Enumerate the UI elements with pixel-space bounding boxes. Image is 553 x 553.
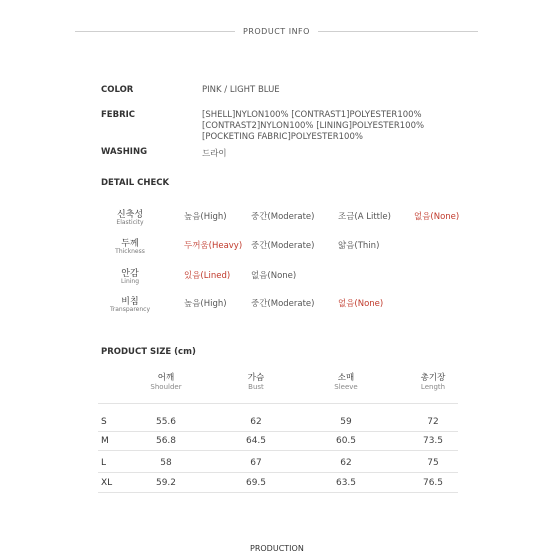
- detail-row-sublabel: Thickness: [115, 248, 145, 255]
- size-header: 가슴: [247, 373, 265, 383]
- size-header: 총기장: [420, 373, 446, 383]
- size-row-label: L: [101, 458, 107, 468]
- size-header-sublabel: Length: [420, 383, 446, 391]
- size-cell: 55.6: [155, 417, 177, 427]
- detail-row-sublabel: Lining: [120, 278, 140, 285]
- detail-check-title: DETAIL CHECK: [101, 178, 170, 188]
- page-title: PRODUCT INFO: [243, 27, 310, 36]
- fabric-label: FEBRIC: [101, 110, 136, 120]
- detail-option: 중간(Moderate): [251, 299, 315, 309]
- detail-row-label: 안감: [121, 269, 139, 279]
- detail-option: 높음(High): [184, 212, 227, 222]
- detail-row-label: 비침: [121, 297, 139, 307]
- detail-row-label: 신축성: [116, 210, 144, 220]
- detail-option-selected: 없음(None): [338, 299, 384, 309]
- size-cell: 76.5: [422, 478, 444, 488]
- color-value: PINK / LIGHT BLUE: [202, 85, 280, 95]
- washing-value: 드라이: [202, 149, 227, 159]
- header-rule-right: [318, 31, 478, 32]
- detail-option: 높음(High): [184, 299, 227, 309]
- color-label: COLOR: [101, 85, 134, 95]
- detail-option-selected: 두꺼움(Heavy): [184, 241, 243, 251]
- size-title: PRODUCT SIZE (cm): [101, 347, 196, 357]
- size-row-label: S: [101, 417, 107, 427]
- size-cell: 62: [250, 417, 262, 427]
- detail-row-sublabel: Elasticity: [116, 219, 144, 226]
- detail-option: 중간(Moderate): [251, 212, 315, 222]
- size-cell: 60.5: [335, 436, 357, 446]
- detail-option: 얇음(Thin): [338, 241, 380, 251]
- size-cell: 63.5: [335, 478, 357, 488]
- size-row-label: M: [101, 436, 109, 446]
- detail-option-selected: 있음(Lined): [184, 271, 231, 281]
- size-cell: 59: [340, 417, 352, 427]
- fabric-line-1: [SHELL]NYLON100% [CONTRAST1]POLYESTER100%: [202, 110, 422, 120]
- size-table-divider: [98, 431, 458, 432]
- size-cell: 75: [427, 458, 439, 468]
- size-table-divider: [98, 403, 458, 404]
- size-table-divider: [98, 472, 458, 473]
- size-cell: 62: [340, 458, 352, 468]
- washing-label: WASHING: [101, 147, 148, 157]
- size-cell: 67: [250, 458, 262, 468]
- footer-title: PRODUCTION: [250, 544, 304, 553]
- detail-option-selected: 없음(None): [414, 212, 460, 222]
- size-cell: 72: [427, 417, 439, 427]
- detail-option: 중간(Moderate): [251, 241, 315, 251]
- size-cell: 73.5: [422, 436, 444, 446]
- size-cell: 69.5: [245, 478, 267, 488]
- size-header: 어깨: [157, 373, 175, 383]
- size-table-divider: [98, 492, 458, 493]
- size-header-sublabel: Shoulder: [150, 383, 182, 391]
- fabric-line-3: [POCKETING FABRIC]POLYESTER100%: [202, 132, 363, 142]
- size-cell: 59.2: [155, 478, 177, 488]
- detail-row-sublabel: Transparency: [109, 306, 151, 313]
- size-cell: 64.5: [245, 436, 267, 446]
- size-table-divider: [98, 450, 458, 451]
- size-header: 소매: [337, 373, 355, 383]
- detail-option: 없음(None): [251, 271, 297, 281]
- detail-row-label: 두께: [121, 239, 139, 249]
- fabric-line-2: [CONTRAST2]NYLON100% [LINING]POLYESTER100%: [202, 121, 425, 131]
- detail-option: 조금(A Little): [338, 212, 391, 222]
- header-rule-left: [75, 31, 235, 32]
- size-header-sublabel: Sleeve: [334, 383, 358, 391]
- size-cell: 56.8: [155, 436, 177, 446]
- size-cell: 58: [160, 458, 172, 468]
- size-row-label: XL: [101, 478, 113, 488]
- size-header-sublabel: Bust: [248, 383, 264, 391]
